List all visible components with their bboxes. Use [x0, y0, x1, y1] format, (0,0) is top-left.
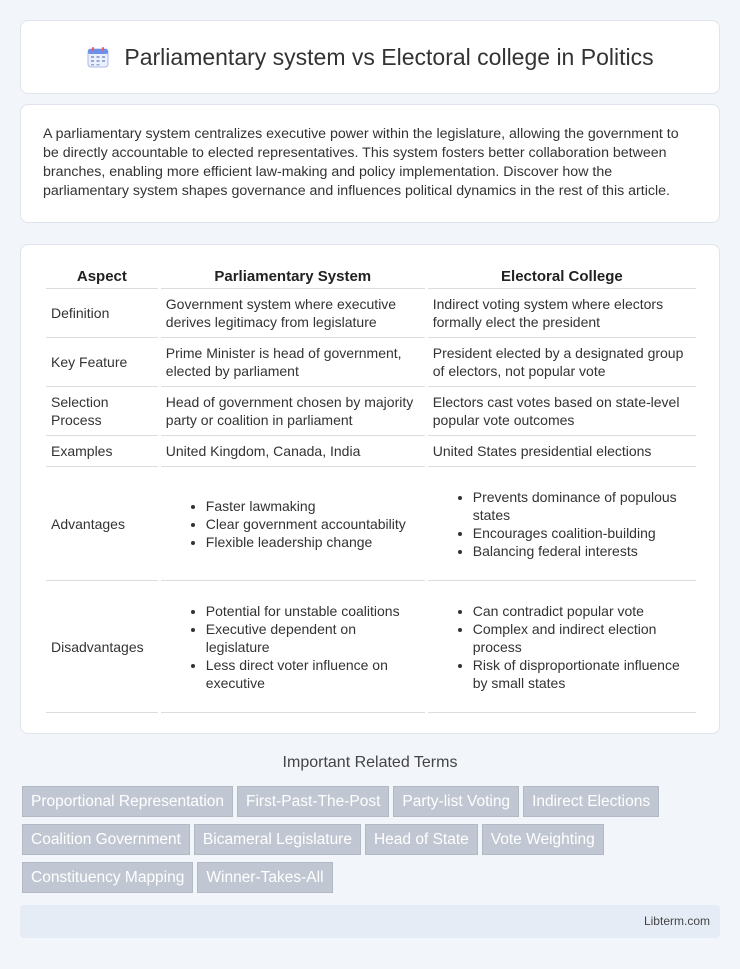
tag-coalition-government[interactable]: Coalition Government	[22, 824, 190, 855]
tag-vote-weighting[interactable]: Vote Weighting	[482, 824, 604, 855]
tag-bicameral-legislature[interactable]: Bicameral Legislature	[194, 824, 361, 855]
list-item: • Complex and indirect election process	[473, 620, 691, 656]
list-item: • Prevents dominance of populous states	[473, 488, 691, 524]
list-item: • Executive dependent on legislature	[206, 620, 420, 656]
row-electoral	[428, 581, 696, 713]
tag-party-list-voting[interactable]: Party-list Voting	[393, 786, 519, 817]
row-aspect: Selection Process	[46, 387, 158, 436]
row-aspect: Definition	[46, 289, 158, 338]
list-item: • Can contradict popular vote	[473, 602, 691, 620]
row-parliamentary: Prime Minister is head of government, elected by parliament	[161, 338, 425, 387]
title-card	[20, 20, 720, 94]
row-electoral: Indirect voting system where electors formally elect the president	[428, 289, 696, 338]
bullet-list	[433, 602, 691, 692]
list-item: • Potential for unstable coalitions	[206, 602, 420, 620]
table-row	[46, 289, 696, 338]
row-parliamentary	[161, 467, 425, 581]
bullet-list	[166, 497, 420, 551]
related-terms-title: Important Related Terms	[282, 754, 458, 771]
tag-head-of-state[interactable]: Head of State	[365, 824, 478, 855]
calendar-icon	[86, 45, 110, 69]
list-item: • Faster lawmaking	[206, 497, 420, 515]
list-item: • Balancing federal interests	[473, 542, 691, 560]
footer-site-link[interactable]: Libterm.com	[643, 914, 710, 928]
table-row	[46, 338, 696, 387]
table-row	[46, 436, 696, 467]
table-header-row	[46, 265, 696, 289]
row-parliamentary: Government system where executive derives legitimacy from legislature	[161, 289, 425, 338]
row-electoral: United States presidential elections	[428, 436, 696, 467]
list-item: • Flexible leadership change	[206, 533, 420, 551]
row-parliamentary: United Kingdom, Canada, India	[161, 436, 425, 467]
row-aspect: Disadvantages	[46, 581, 158, 713]
intro-card	[20, 104, 720, 223]
tag-indirect-elections[interactable]: Indirect Elections	[523, 786, 659, 817]
row-parliamentary: Head of government chosen by majority party or coalition in parliament	[161, 387, 425, 436]
comparison-table	[43, 265, 699, 713]
related-terms-list	[22, 786, 722, 900]
tag-constituency-mapping[interactable]: Constituency Mapping	[22, 862, 193, 893]
row-aspect: Key Feature	[46, 338, 158, 387]
bullet-list	[433, 488, 691, 560]
list-item: • Clear government accountability	[206, 515, 420, 533]
row-aspect: Advantages	[46, 467, 158, 581]
page-title: Parliamentary system vs Electoral college in Politics	[124, 43, 654, 70]
tag-winner-takes-all[interactable]: Winner-Takes-All	[197, 862, 332, 893]
list-item: • Encourages coalition-building	[473, 524, 691, 542]
intro-text: A parliamentary system centralizes executive power within the legislature, allowing the government to be directly accountable to elected representatives. This system fosters better collaboration between branches, enabling more efficient law-making and policy implementation. Discover how the parliamentary system shapes governance and influences political dynamics in the rest of this article.	[43, 126, 679, 199]
list-item: • Less direct voter influence on executive	[206, 656, 420, 692]
table-row	[46, 467, 696, 581]
header-parliamentary: Parliamentary System	[161, 265, 425, 289]
header-electoral: Electoral College	[428, 265, 696, 289]
tag-first-past-the-post[interactable]: First-Past-The-Post	[237, 786, 389, 817]
row-electoral: Electors cast votes based on state-level popular vote outcomes	[428, 387, 696, 436]
list-item: • Risk of disproportionate influence by small states	[473, 656, 691, 692]
table-row	[46, 581, 696, 713]
tag-proportional-representation[interactable]: Proportional Representation	[22, 786, 233, 817]
comparison-card	[20, 244, 720, 734]
row-electoral: President elected by a designated group of electors, not popular vote	[428, 338, 696, 387]
row-aspect: Examples	[46, 436, 158, 467]
table-row	[46, 387, 696, 436]
row-electoral	[428, 467, 696, 581]
bullet-list	[166, 602, 420, 692]
footer	[20, 905, 720, 938]
header-aspect: Aspect	[46, 265, 158, 289]
row-parliamentary	[161, 581, 425, 713]
